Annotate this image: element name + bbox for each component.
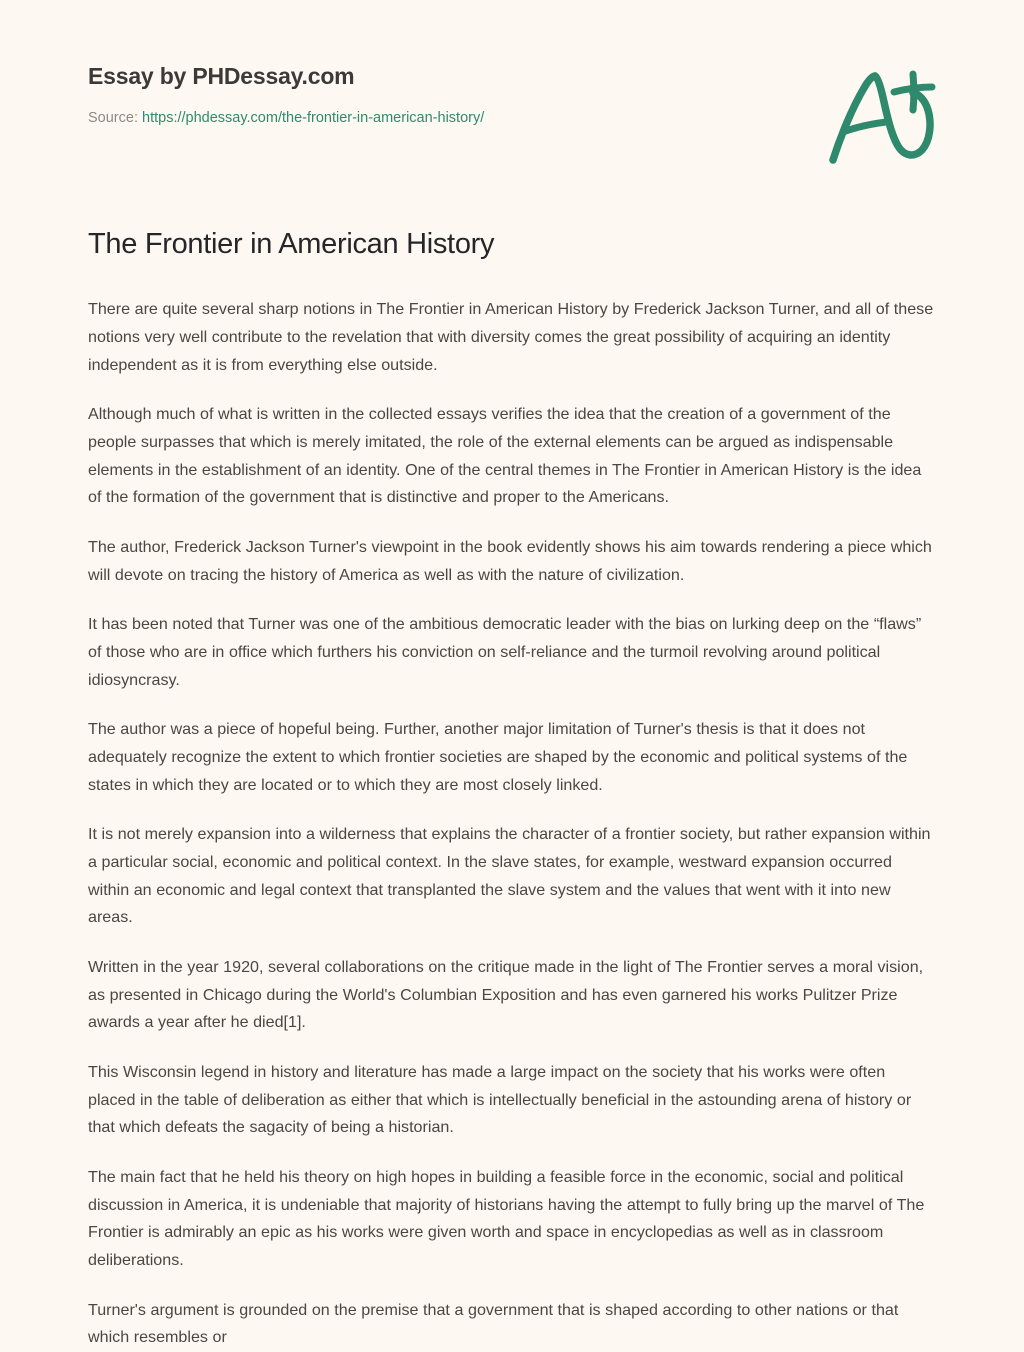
aplus-logo-svg bbox=[818, 62, 948, 172]
source-url-link[interactable]: https://phdessay.com/the-frontier-in-american-history/ bbox=[142, 109, 485, 126]
paragraph: There are quite several sharp notions in The Frontier in American History by Frederick Jackson Turner, and all of these notions very well contribute to the revelation that with diversity comes the great possibility of acquiring an identity independent as it is from everything else outside. bbox=[88, 300, 934, 374]
paragraph: Turner's argument is grounded on the premise that a government that is shaped according to other nations or that which resembles or bbox=[88, 1300, 899, 1347]
paragraph: It is not merely expansion into a wilderness that explains the character of a frontier society, but rather expansion within a particular social, economic and political context. In the slave states, for example, westward expansion occurred within an economic and legal context that transplanted the slave system and the values that went with it into new areas. bbox=[88, 825, 931, 927]
paragraph: This Wisconsin legend in history and literature has made a large impact on the society that his works were often placed in the table of deliberation as either that which is intellectually beneficial in the astounding arena of history or that which defeats the sagacity of being a historian. bbox=[88, 1063, 912, 1137]
paragraph: Written in the year 1920, several collaborations on the critique made in the light of The Frontier serves a moral vision, as presented in Chicago during the World's Columbian Exposition and has even garnered his works Pulitzer Prize awards a year after he died[1]. bbox=[88, 958, 924, 1032]
article-body bbox=[88, 296, 936, 1352]
page-header bbox=[0, 0, 1024, 178]
paragraph: The author, Frederick Jackson Turner's viewpoint in the book evidently shows his aim towards rendering a piece which will devote on tracing the history of America as well as with the nature of civilization. bbox=[88, 537, 932, 584]
aplus-logo-icon bbox=[818, 62, 948, 172]
paragraph: Although much of what is written in the collected essays verifies the idea that the creation of a government of the people surpasses that which is merely imitated, the role of the external elements can be argued as indispensable elements in the establishment of an identity. One of the central themes in The Frontier in American History is the idea of the formation of the government that is distinctive and proper to the Americans. bbox=[88, 405, 922, 507]
paragraph: The author was a piece of hopeful being. Further, another major limitation of Turner's thesis is that it does not adequately recognize the extent to which frontier societies are shaped by the economic and political systems of the states in which they are located or to which they are most closely linked. bbox=[88, 720, 908, 794]
article-container bbox=[0, 226, 1024, 1352]
brand-title: Essay by PHDessay.com bbox=[88, 63, 355, 89]
source-label: Source: bbox=[88, 109, 138, 126]
source-line bbox=[88, 108, 936, 128]
paragraph: The main fact that he held his theory on high hopes in building a feasible force in the economic, social and political discussion in America, it is undeniable that majority of historians having the attempt to fully bring up the marvel of The Frontier is admirably an epic as his works were given worth and space in encyclopedias as well as in classroom deliberations. bbox=[88, 1168, 925, 1270]
paragraph: It has been noted that Turner was one of the ambitious democratic leader with the bias on lurking deep on the “flaws” of those who are in office which furthers his conviction on self-reliance and the turmoil revolving around political idiosyncrasy. bbox=[88, 615, 922, 689]
page-title: The Frontier in American History bbox=[88, 228, 495, 260]
